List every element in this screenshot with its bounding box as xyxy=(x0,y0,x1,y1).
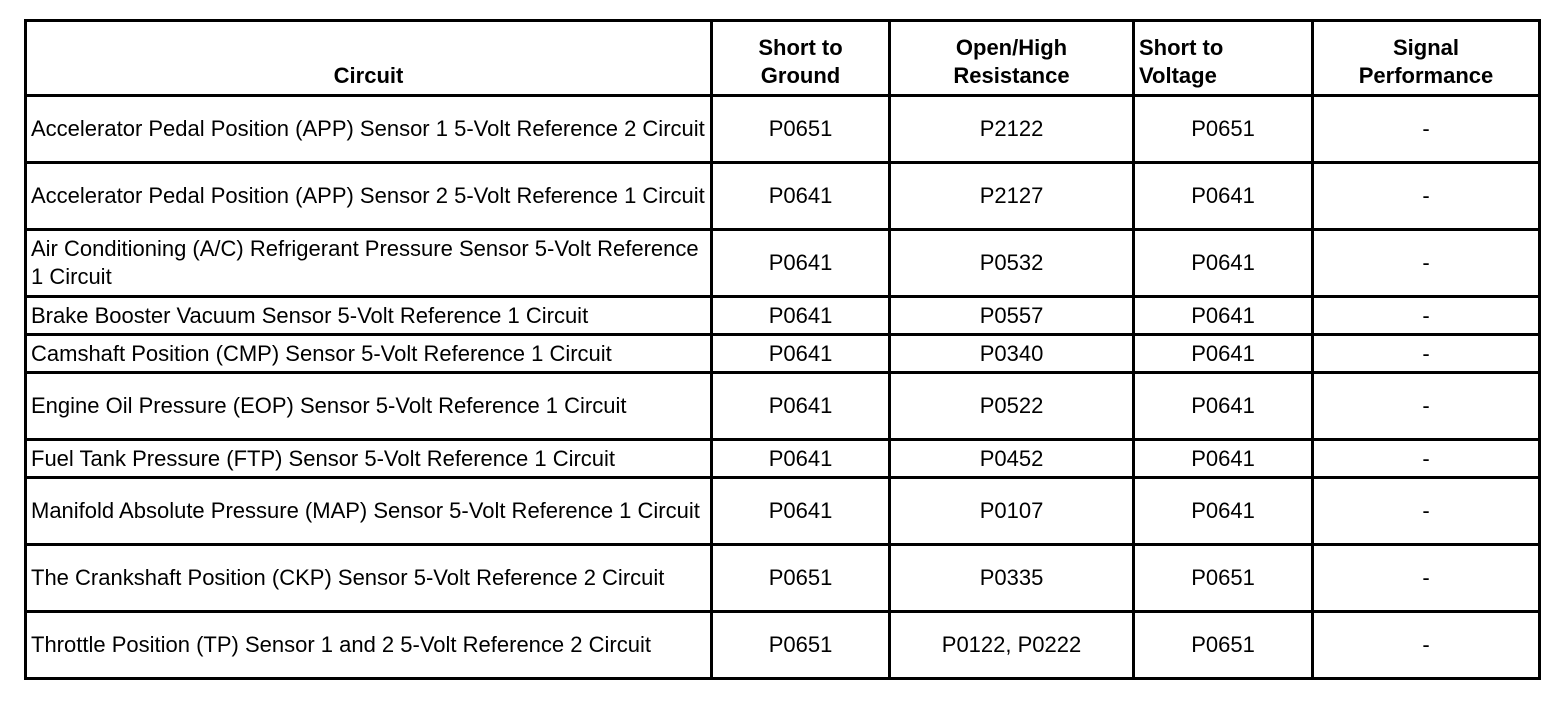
circuit-cell: Accelerator Pedal Position (APP) Sensor 1 5-Volt Reference 2 Circuit xyxy=(26,96,712,163)
circuit-cell: Throttle Position (TP) Sensor 1 and 2 5-Volt Reference 2 Circuit xyxy=(26,612,712,679)
open-high-resistance-cell: P0557 xyxy=(890,297,1134,335)
open-high-resistance-cell: P2122 xyxy=(890,96,1134,163)
short-to-ground-cell: P0641 xyxy=(712,335,890,373)
table-row xyxy=(26,612,1540,679)
open-high-resistance-cell: P0532 xyxy=(890,230,1134,297)
circuit-cell: The Crankshaft Position (CKP) Sensor 5-Volt Reference 2 Circuit xyxy=(26,545,712,612)
open-high-resistance-cell: P0107 xyxy=(890,478,1134,545)
short-to-ground-cell: P0641 xyxy=(712,373,890,440)
signal-performance-cell: - xyxy=(1313,230,1540,297)
header-short-to-voltage-label: Short to Voltage xyxy=(1139,35,1224,88)
table-header xyxy=(26,21,1540,96)
table-row xyxy=(26,163,1540,230)
short-to-voltage-cell: P0651 xyxy=(1134,612,1313,679)
signal-performance-cell: - xyxy=(1313,163,1540,230)
short-to-ground-cell: P0641 xyxy=(712,163,890,230)
open-high-resistance-cell: P0522 xyxy=(890,373,1134,440)
table-row xyxy=(26,440,1540,478)
table-row xyxy=(26,335,1540,373)
table-body xyxy=(26,96,1540,679)
header-short-to-ground-label: Short to Ground xyxy=(758,35,843,88)
short-to-ground-cell: P0641 xyxy=(712,297,890,335)
signal-performance-cell: - xyxy=(1313,373,1540,440)
header-signal-performance-label: Signal Performance xyxy=(1358,35,1494,88)
table-row xyxy=(26,96,1540,163)
header-signal-performance xyxy=(1313,21,1540,96)
circuit-cell: Air Conditioning (A/C) Refrigerant Pressure Sensor 5-Volt Reference 1 Circuit xyxy=(26,230,712,297)
short-to-ground-cell: P0641 xyxy=(712,478,890,545)
short-to-voltage-cell: P0641 xyxy=(1134,373,1313,440)
short-to-ground-cell: P0651 xyxy=(712,545,890,612)
short-to-ground-cell: P0651 xyxy=(712,96,890,163)
table-row xyxy=(26,297,1540,335)
short-to-voltage-cell: P0651 xyxy=(1134,96,1313,163)
short-to-voltage-cell: P0641 xyxy=(1134,163,1313,230)
signal-performance-cell: - xyxy=(1313,478,1540,545)
signal-performance-cell: - xyxy=(1313,545,1540,612)
open-high-resistance-cell: P2127 xyxy=(890,163,1134,230)
short-to-ground-cell: P0641 xyxy=(712,230,890,297)
circuit-cell: Fuel Tank Pressure (FTP) Sensor 5-Volt Reference 1 Circuit xyxy=(26,440,712,478)
header-open-high-resistance xyxy=(890,21,1134,96)
circuit-cell: Manifold Absolute Pressure (MAP) Sensor 5-Volt Reference 1 Circuit xyxy=(26,478,712,545)
circuit-cell: Camshaft Position (CMP) Sensor 5-Volt Reference 1 Circuit xyxy=(26,335,712,373)
short-to-voltage-cell: P0641 xyxy=(1134,478,1313,545)
header-row xyxy=(26,21,1540,96)
signal-performance-cell: - xyxy=(1313,297,1540,335)
signal-performance-cell: - xyxy=(1313,96,1540,163)
header-short-to-voltage xyxy=(1134,21,1313,96)
circuit-cell: Engine Oil Pressure (EOP) Sensor 5-Volt Reference 1 Circuit xyxy=(26,373,712,440)
open-high-resistance-cell: P0452 xyxy=(890,440,1134,478)
table-row xyxy=(26,373,1540,440)
header-circuit: Circuit xyxy=(26,21,712,96)
short-to-ground-cell: P0651 xyxy=(712,612,890,679)
open-high-resistance-cell: P0335 xyxy=(890,545,1134,612)
header-open-high-resistance-label: Open/High Resistance xyxy=(953,35,1070,88)
short-to-voltage-cell: P0641 xyxy=(1134,230,1313,297)
open-high-resistance-cell: P0340 xyxy=(890,335,1134,373)
table-row xyxy=(26,545,1540,612)
short-to-voltage-cell: P0641 xyxy=(1134,297,1313,335)
dtc-table xyxy=(24,19,1541,680)
table-row xyxy=(26,230,1540,297)
table-row xyxy=(26,478,1540,545)
signal-performance-cell: - xyxy=(1313,612,1540,679)
circuit-cell: Accelerator Pedal Position (APP) Sensor 2 5-Volt Reference 1 Circuit xyxy=(26,163,712,230)
short-to-voltage-cell: P0641 xyxy=(1134,440,1313,478)
short-to-voltage-cell: P0641 xyxy=(1134,335,1313,373)
short-to-ground-cell: P0641 xyxy=(712,440,890,478)
short-to-voltage-cell: P0651 xyxy=(1134,545,1313,612)
header-short-to-ground xyxy=(712,21,890,96)
signal-performance-cell: - xyxy=(1313,335,1540,373)
open-high-resistance-cell: P0122, P0222 xyxy=(890,612,1134,679)
circuit-cell: Brake Booster Vacuum Sensor 5-Volt Reference 1 Circuit xyxy=(26,297,712,335)
signal-performance-cell: - xyxy=(1313,440,1540,478)
